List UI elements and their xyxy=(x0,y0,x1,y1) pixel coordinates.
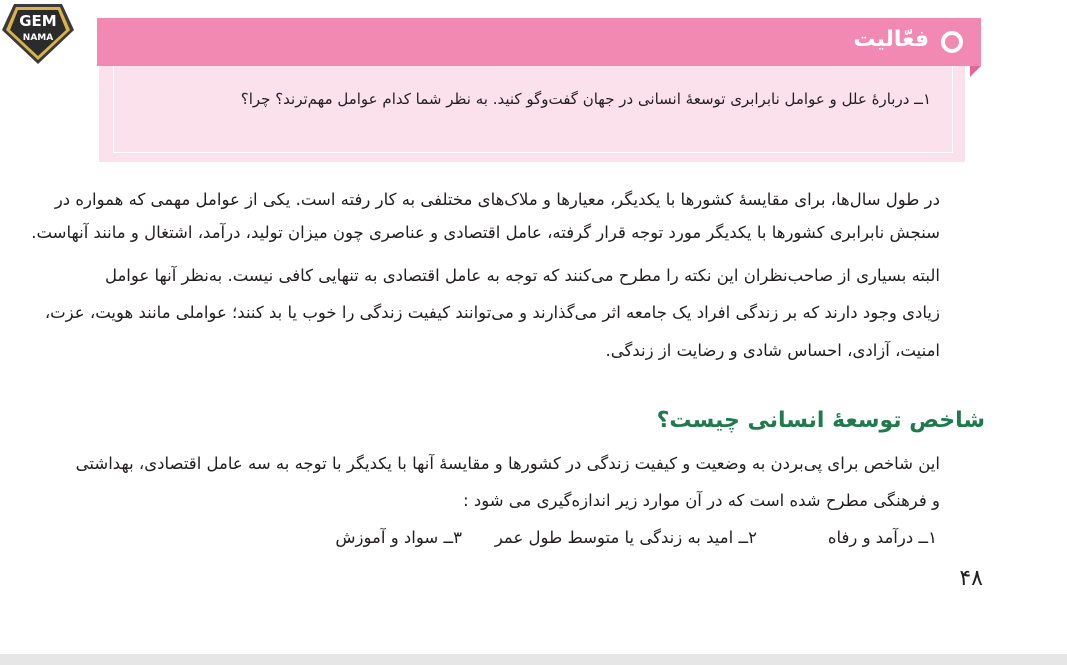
header-fold-corner xyxy=(970,66,981,77)
circle-bullet-icon xyxy=(941,31,963,53)
list-item-2: ٢ــ امید به زندگی یا متوسط طول عمر xyxy=(494,528,757,547)
bottom-strip xyxy=(0,654,1067,665)
section-paragraph xyxy=(75,454,940,518)
section-heading: شاخص توسعۀ انسانی چیست؟ xyxy=(656,408,985,433)
activity-header xyxy=(97,18,981,66)
gem-nama-logo xyxy=(0,0,76,66)
paragraph-2 xyxy=(44,266,940,376)
section-paragraph-line-1: این شاخص برای پی‌بردن به وضعیت و کیفیت زندگی در کشورها و مقایسۀ آنها با یکدیگر با توجه به سه عامل اقتصادی، بهداشتی xyxy=(75,454,940,473)
paragraph-1 xyxy=(31,190,940,260)
list-item-3: ٣ــ سواد و آموزش xyxy=(335,528,462,547)
paragraph-1-line-1: در طول سال‌ها، برای مقایسۀ کشورها با یکدیگر، معیارها و ملاک‌های مختلفی به کار رفته است. یکی از عوامل مهمی که همواره در xyxy=(54,190,940,209)
paragraph-2-line-2: زیادی وجود دارند که بر زندگی افراد یک جامعه اثر می‌گذارند و می‌توانند کیفیت زندگی را خوب یا بد کنند؛ عواملی مانند هویت، عزت، xyxy=(44,303,940,322)
activity-inner-frame xyxy=(113,66,953,153)
list-item-1: ١ــ درآمد و رفاه xyxy=(827,528,937,547)
activity-body xyxy=(99,66,965,162)
section-paragraph-line-2: و فرهنگی مطرح شده است که در آن موارد زیر اندازه‌گیری می شود : xyxy=(463,491,940,510)
activity-title: فعّالیت xyxy=(853,27,929,52)
activity-question: ١ــ دربارۀ علل و عوامل نابرابری توسعۀ انسانی در جهان گفت‌وگو کنید. به نظر شما کدام عوامل مهم‌ترند؟ چرا؟ xyxy=(240,90,931,108)
paragraph-2-line-1: البته بسیاری از صاحب‌نظران این نکته را مطرح می‌کنند که توجه به عامل اقتصادی به تنهایی کافی نیست. به‌نظر آنها عوامل xyxy=(104,266,940,285)
svg-text:GEM: GEM xyxy=(19,12,57,30)
page-number: ۴۸ xyxy=(959,566,983,591)
svg-text:NAMA: NAMA xyxy=(22,33,54,43)
paragraph-1-line-2: سنجش نابرابری کشورها با یکدیگر مورد توجه قرار گرفته، عامل اقتصادی و عناصری چون میزان تولید، درآمد، اشتغال و مانند آنهاست. xyxy=(31,223,940,242)
paragraph-2-line-3: امنیت، آزادی، احساس شادی و رضایت از زندگی. xyxy=(605,341,940,360)
